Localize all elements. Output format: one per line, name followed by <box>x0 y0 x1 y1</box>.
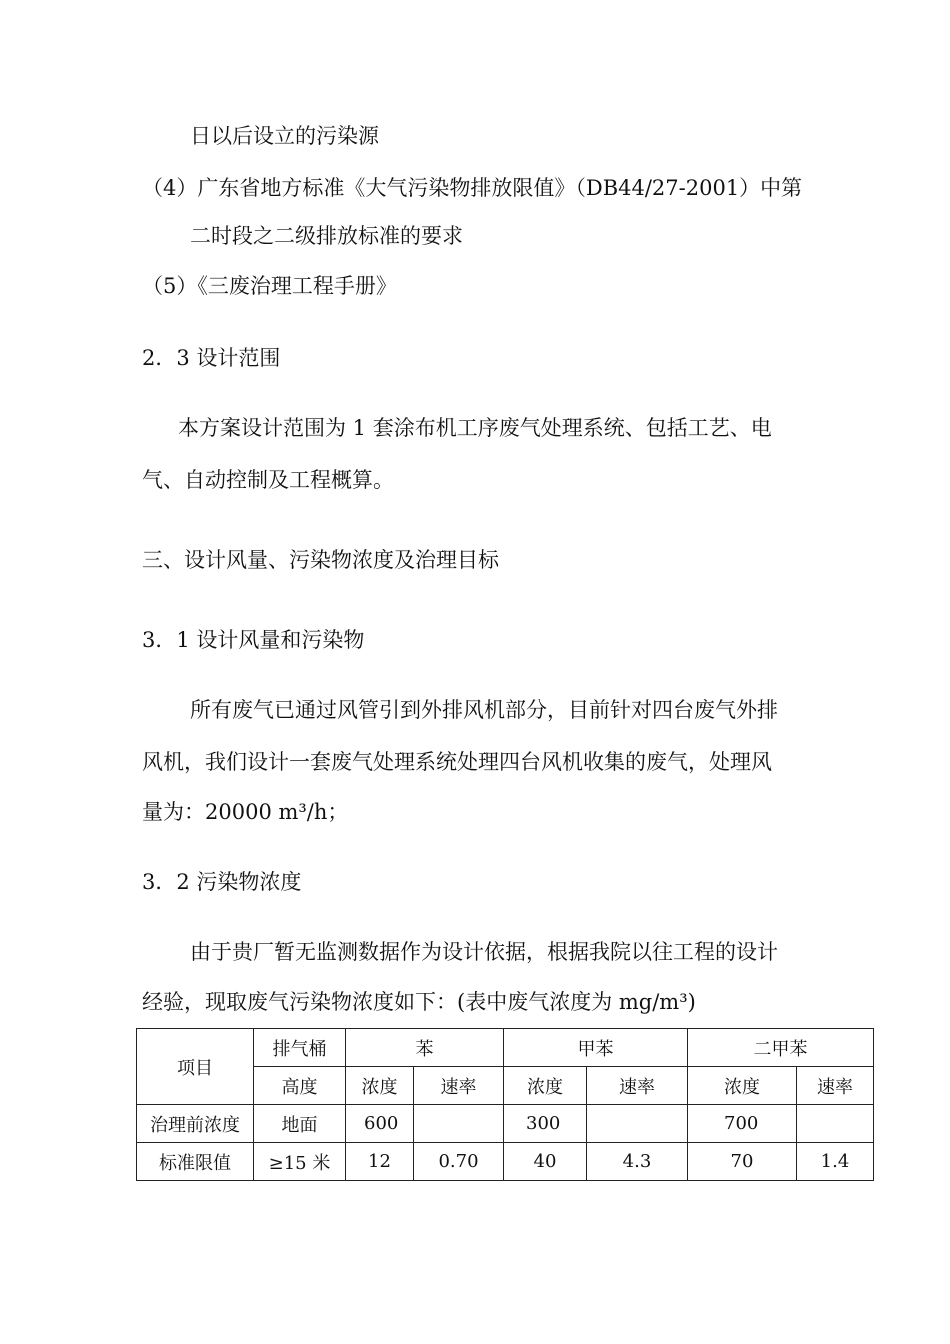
subheader-benzene-conc: 浓度 <box>346 1067 414 1105</box>
text-line-pollution-source: 日以后设立的污染源 <box>190 124 379 148</box>
table-row <box>137 1143 874 1181</box>
row-label: 标准限值 <box>137 1143 254 1181</box>
cell-xylene-rate <box>797 1105 874 1143</box>
cell-toluene-conc: 40 <box>504 1143 587 1181</box>
cell-benzene-rate <box>414 1105 504 1143</box>
cell-benzene-conc: 12 <box>346 1143 414 1181</box>
cell-xylene-rate: 1.4 <box>797 1143 874 1181</box>
cell-toluene-conc: 300 <box>504 1105 587 1143</box>
cell-benzene-rate: 0.70 <box>414 1143 504 1181</box>
text-line-standard-4: （4）广东省地方标准《大气污染物排放限值》（DB44/27-2001）中第 <box>142 176 803 200</box>
paragraph-3-2-line2: 经验，现取废气污染物浓度如下：(表中废气浓度为 mg/m³) <box>142 990 696 1014</box>
cell-xylene-conc: 70 <box>688 1143 797 1181</box>
row-label: 治理前浓度 <box>137 1105 254 1143</box>
paragraph-3-1-line2: 风机，我们设计一套废气处理系统处理四台风机收集的废气，处理风 <box>142 750 772 774</box>
subheader-xylene-rate: 速率 <box>797 1067 874 1105</box>
paragraph-2-3-line1: 本方案设计范围为 1 套涂布机工序废气处理系统、包括工艺、电 <box>178 416 772 440</box>
header-benzene: 苯 <box>346 1029 504 1067</box>
row-stack-height: 地面 <box>254 1105 346 1143</box>
header-stack-height-top: 排气桶 <box>254 1029 346 1067</box>
subheader-xylene-conc: 浓度 <box>688 1067 797 1105</box>
paragraph-3-1-line3: 量为：20000 m³/h； <box>142 800 349 824</box>
text-line-standard-4-cont: 二时段之二级排放标准的要求 <box>190 224 463 248</box>
header-stack-height-bottom: 高度 <box>254 1067 346 1105</box>
row-stack-height: ≥15 米 <box>254 1143 346 1181</box>
section-heading-3-2: 3．2 污染物浓度 <box>142 870 302 894</box>
header-item: 项目 <box>137 1029 254 1105</box>
chapter-heading-3: 三、设计风量、污染物浓度及治理目标 <box>142 548 499 572</box>
section-heading-3-1: 3．1 设计风量和污染物 <box>142 628 365 652</box>
cell-toluene-rate: 4.3 <box>587 1143 688 1181</box>
cell-benzene-conc: 600 <box>346 1105 414 1143</box>
text-line-standard-5: （5）《三废治理工程手册》 <box>142 274 397 298</box>
paragraph-2-3-line2: 气、自动控制及工程概算。 <box>142 468 394 492</box>
paragraph-3-2-line1: 由于贵厂暂无监测数据作为设计依据，根据我院以往工程的设计 <box>190 940 778 964</box>
table-row <box>137 1105 874 1143</box>
subheader-toluene-rate: 速率 <box>587 1067 688 1105</box>
header-xylene: 二甲苯 <box>688 1029 874 1067</box>
subheader-benzene-rate: 速率 <box>414 1067 504 1105</box>
paragraph-3-1-line1: 所有废气已通过风管引到外排风机部分，目前针对四台废气外排 <box>190 698 778 722</box>
cell-toluene-rate <box>587 1105 688 1143</box>
subheader-toluene-conc: 浓度 <box>504 1067 587 1105</box>
section-heading-2-3: 2．3 设计范围 <box>142 346 281 370</box>
header-toluene: 甲苯 <box>504 1029 688 1067</box>
cell-xylene-conc: 700 <box>688 1105 797 1143</box>
pollutant-concentration-table <box>136 1028 874 1181</box>
table-header-row <box>137 1029 874 1067</box>
